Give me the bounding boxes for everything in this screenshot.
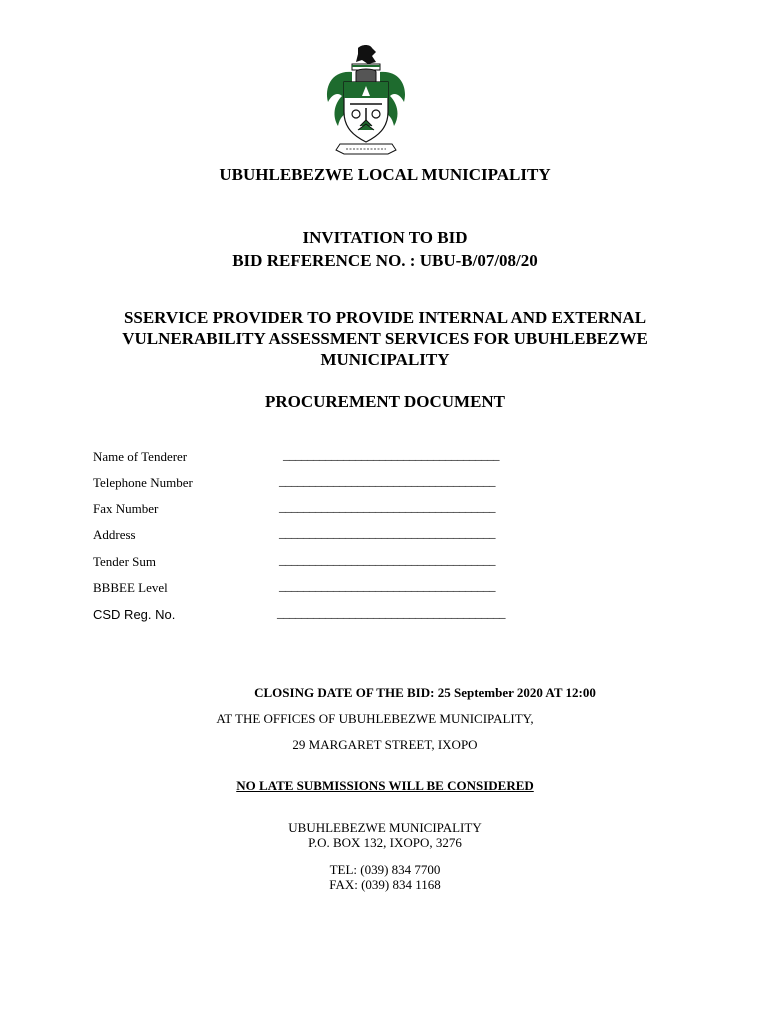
contact-address <box>0 820 770 850</box>
service-description <box>0 307 770 370</box>
service-line-3: MUNICIPALITY <box>320 350 450 369</box>
contact-fax: FAX: (039) 834 1168 <box>329 877 441 892</box>
service-line-2: VULNERABILITY ASSESSMENT SERVICES FOR UBUHLEBEZWE <box>122 329 648 348</box>
invitation-block <box>0 226 770 272</box>
field-line-name-of-tenderer[interactable]: ____________________________________ <box>283 447 499 462</box>
bid-reference: BID REFERENCE NO. : UBU-B/07/08/20 <box>232 251 538 270</box>
field-label-csd-reg-no: CSD Reg. No. <box>93 607 176 622</box>
field-line-csd-reg-no[interactable]: ______________________________________ <box>277 605 505 620</box>
municipality-crest-logo <box>322 42 410 160</box>
contact-phone <box>0 862 770 892</box>
procurement-heading: PROCUREMENT DOCUMENT <box>264 392 506 411</box>
contact-name: UBUHLEBEZWE MUNICIPALITY <box>288 820 482 835</box>
field-label-address: Address <box>93 527 136 542</box>
field-label-fax-number: Fax Number <box>93 501 159 516</box>
field-line-address[interactable]: ____________________________________ <box>279 525 495 540</box>
closing-offices: AT THE OFFICES OF UBUHLEBEZWE MUNICIPALITY, <box>216 711 534 726</box>
service-line-1: SSERVICE PROVIDER TO PROVIDE INTERNAL AND EXTERNAL <box>123 308 647 327</box>
field-label-name-of-tenderer: Name of Tenderer <box>93 449 188 464</box>
closing-street: 29 MARGARET STREET, IXOPO <box>292 737 478 752</box>
closing-date: CLOSING DATE OF THE BID: 25 September 2020 AT 12:00 <box>254 685 596 700</box>
field-label-telephone-number: Telephone Number <box>93 475 193 490</box>
municipality-title: UBUHLEBEZWE LOCAL MUNICIPALITY <box>219 165 551 184</box>
field-line-telephone-number[interactable]: ____________________________________ <box>279 473 495 488</box>
field-line-fax-number[interactable]: ____________________________________ <box>279 499 495 514</box>
field-line-tender-sum[interactable]: ____________________________________ <box>279 552 495 567</box>
invitation-heading: INVITATION TO BID <box>302 228 468 247</box>
field-line-bbbee-level[interactable]: ____________________________________ <box>279 578 495 593</box>
field-label-tender-sum: Tender Sum <box>93 554 156 569</box>
contact-tel: TEL: (039) 834 7700 <box>329 862 441 877</box>
contact-po-box: P.O. BOX 132, IXOPO, 3276 <box>308 835 462 850</box>
field-label-bbbee-level: BBBEE Level <box>93 580 168 595</box>
late-submissions-notice: NO LATE SUBMISSIONS WILL BE CONSIDERED <box>236 778 534 793</box>
